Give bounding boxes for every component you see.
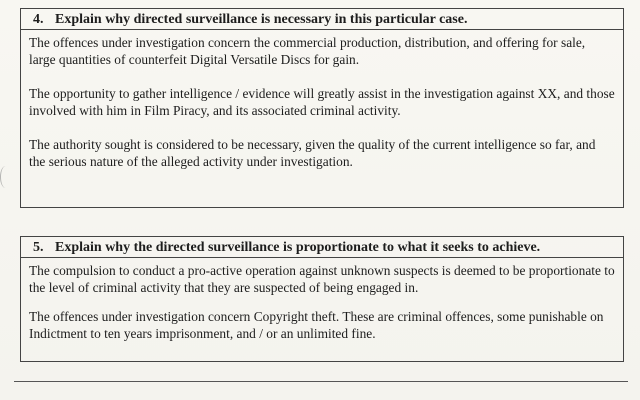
section-4-paragraph-3: The authority sought is considered to be necessary, given the quality of the current intelligence so far, and the serious nature of the alleged activity under investigation.	[29, 137, 596, 169]
section-4-body	[21, 30, 623, 170]
section-4-number: 4.	[33, 12, 44, 27]
section-5-paragraph-2: The offences under investigation concern Copyright theft. These are criminal offences, some punishable on Indictment to ten years imprisonment, and / or an unlimited fine.	[29, 309, 604, 341]
section-5-header	[21, 237, 623, 258]
section-5-body	[21, 258, 623, 342]
section-4-header	[21, 9, 623, 30]
margin-mark	[0, 166, 11, 188]
section-5-title: Explain why the directed surveillance is proportionate to what it seeks to achieve.	[55, 240, 541, 255]
section-4-box	[20, 8, 624, 208]
section-4-title: Explain why directed surveillance is necessary in this particular case.	[55, 12, 468, 27]
section-5-box	[20, 236, 624, 362]
section-5-paragraph-1: The compulsion to conduct a pro-active operation against unknown suspects is deemed to be proportionate to the level of criminal activity that they are suspected of being engaged in.	[29, 263, 615, 295]
section-4-paragraph-2: The opportunity to gather intelligence / evidence will greatly assist in the investigation against XX, and those involved with him in Film Piracy, and its associated criminal activity.	[29, 86, 615, 118]
section-4-paragraph-1: The offences under investigation concern the commercial production, distribution, and offering for sale, large quantities of counterfeit Digital Versatile Discs for gain.	[29, 35, 586, 67]
section-5-number: 5.	[33, 240, 44, 255]
bottom-divider	[14, 381, 628, 382]
